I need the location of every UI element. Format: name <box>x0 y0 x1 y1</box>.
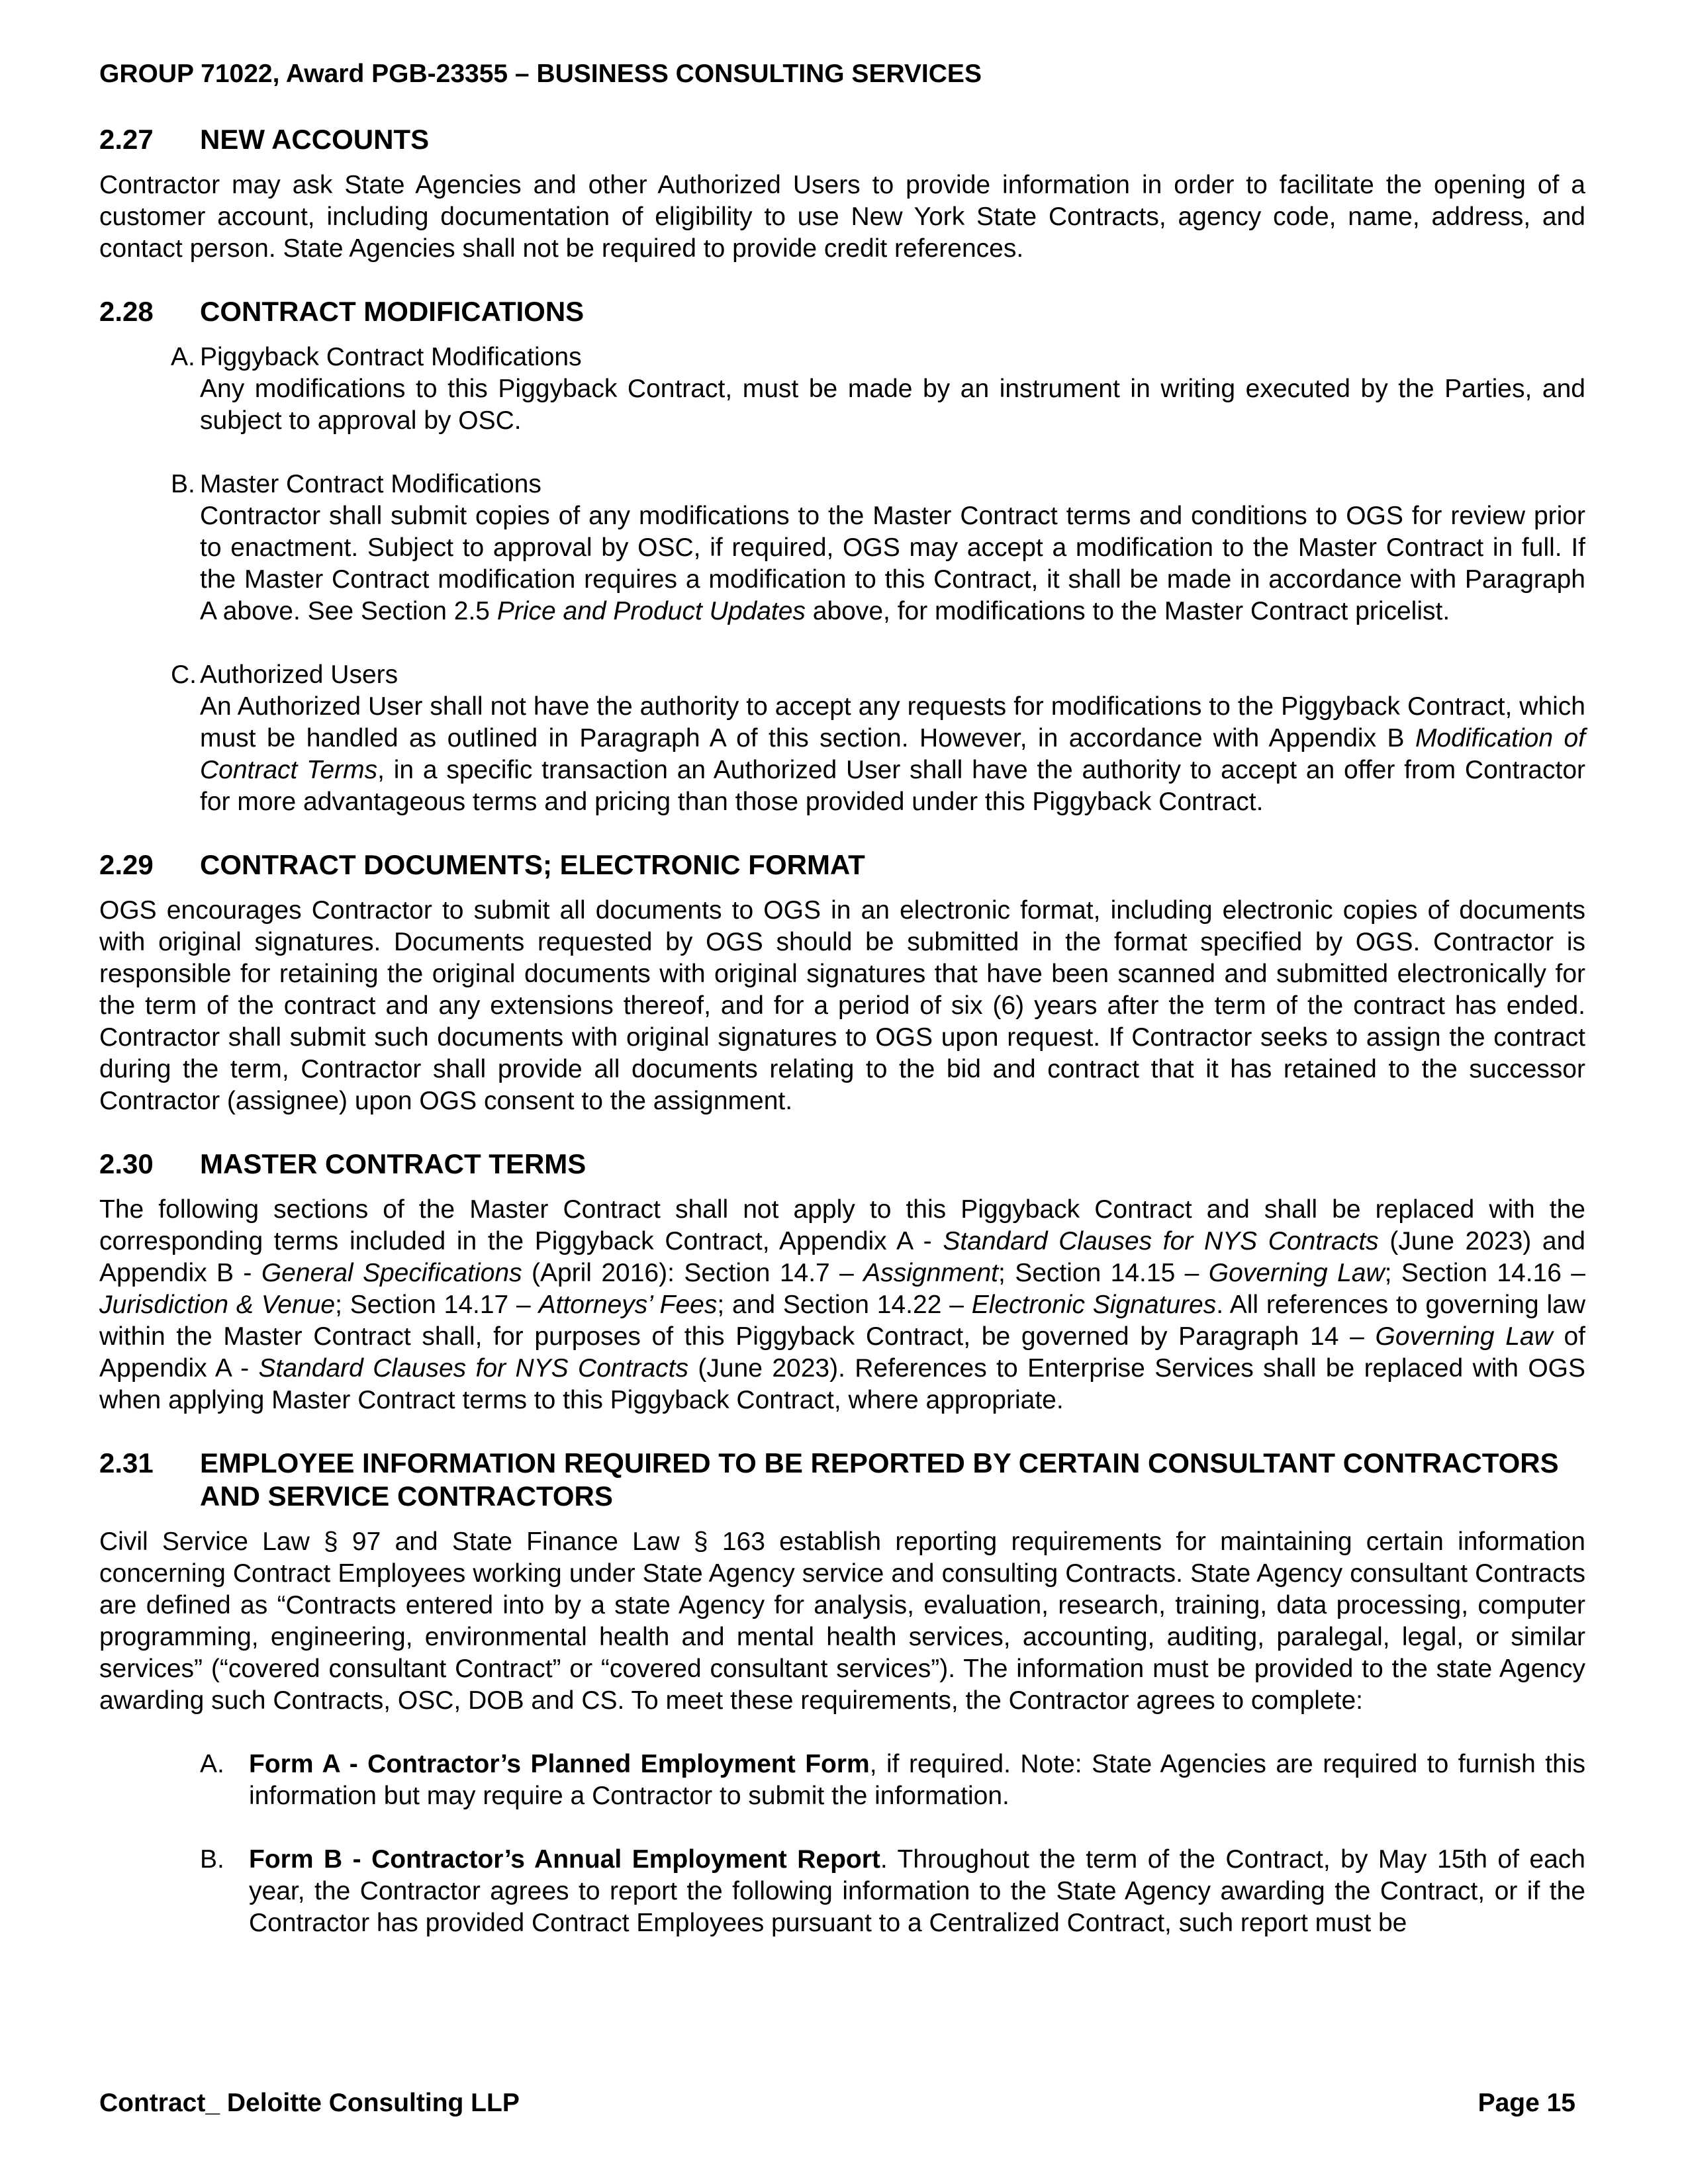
subsection-title: Piggyback Contract Modifications <box>200 343 582 371</box>
subsection-b <box>99 1844 1585 1939</box>
subsection-a <box>99 1749 1585 1812</box>
section-paragraph: Civil Service Law § 97 and State Finance Law § 163 establish reporting requirements for maintaining certain information concerning Contract Employees working under State Agency service and consulting Contracts. State Agency consultant Contracts are defined as “Contracts entered into by a state Agency for analysis, evaluation, research, training, data processing, computer programming, engineering, environmental health and mental health services, accounting, auditing, paralegal, legal, or similar services” (“covered consultant Contract” or “covered consultant services”). The information must be provided to the state Agency awarding such Contracts, OSC, DOB and CS. To meet these requirements, the Contractor agrees to complete: <box>99 1527 1585 1715</box>
italic-ref: Assignment <box>863 1259 998 1287</box>
document-body <box>99 123 1585 1939</box>
section-paragraph: The following sections of the Master Contract shall not apply to this Piggyback Contract and shall be replaced with the corresponding terms included in the Piggyback Contract, Appendix A - Standard Clauses for NYS Contracts (June 2023) and Appendix B - General Specifications (April 2016): Section 14.7 – Assignment; Section 14.15 – Governing Law; Section 14.16 – Jurisdiction & Venue; Section 14.17 – Attorneys’ Fees; and Section 14.22 – Electronic Signatures. All references to governing law within the Master Contract shall, for purposes of this Piggyback Contract, be governed by Paragraph 14 – Governing Law of Appendix A - Standard Clauses for NYS Contracts (June 2023). References to Enterprise Services shall be replaced with OGS when applying Master Contract terms to this Piggyback Contract, where appropriate. <box>99 1195 1586 1414</box>
footer-contract-name: Contract_ Deloitte Consulting LLP <box>99 2089 520 2117</box>
section-title: EMPLOYEE INFORMATION REQUIRED TO BE REPORTED BY CERTAIN CONSULTANT CONTRACTORS AND SERVICE CONTRACTORS <box>200 1447 1559 1512</box>
subsection-text: Form A - Contractor’s Planned Employment Form, if required. Note: State Agencies are required to furnish this information but may require a Contractor to submit the information. <box>249 1750 1585 1810</box>
subsection-c <box>99 659 1585 818</box>
italic-ref: General Specifications <box>261 1259 522 1287</box>
italic-ref: Standard Clauses for NYS Contracts <box>943 1227 1379 1255</box>
page-number: Page 15 <box>1477 2089 1575 2117</box>
italic-ref: Governing Law <box>1375 1322 1553 1351</box>
subsection-text: An Authorized User shall not have the authority to accept any requests for modifications to the Piggyback Contract, which must be handled as outlined in Paragraph A of this section. However, in accordance with Appendix B Modification of Contract Terms, in a specific transaction an Authorized User shall have the authority to accept an offer from Contractor for more advantageous terms and pricing than those provided under this Piggyback Contract. <box>200 692 1585 816</box>
italic-ref: Modification of Contract Terms <box>200 724 1585 784</box>
section-number: 2.28 <box>99 296 154 327</box>
section-number: 2.31 <box>99 1447 154 1479</box>
section-heading-2-30 <box>99 1148 1585 1181</box>
subsection-text: Any modifications to this Piggyback Contract, must be made by an instrument in writing executed by the Parties, and subject to approval by OSC. <box>200 375 1585 435</box>
subsection-title: Master Contract Modifications <box>200 470 541 498</box>
page-footer <box>99 2087 1575 2119</box>
subsection-letter: B. <box>200 1845 224 1874</box>
section-title: MASTER CONTRACT TERMS <box>200 1148 586 1179</box>
section-number: 2.29 <box>99 849 154 880</box>
subsection-text: Form B - Contractor’s Annual Employment Report. Throughout the term of the Contract, by May 15th of each year, the Contractor agrees to report the following information to the State Agency awarding the Contract, or if the Contractor has provided Contract Employees pursuant to a Centralized Contract, such report must be <box>249 1845 1585 1937</box>
page-header: GROUP 71022, Award PGB-23355 – BUSINESS CONSULTING SERVICES <box>99 60 982 88</box>
section-title: CONTRACT MODIFICATIONS <box>200 296 585 327</box>
section-title: CONTRACT DOCUMENTS; ELECTRONIC FORMAT <box>200 849 865 880</box>
form-name: Form A - Contractor’s Planned Employment Form <box>249 1750 870 1778</box>
subsection-title: Authorized Users <box>200 660 399 689</box>
section-paragraph: OGS encourages Contractor to submit all documents to OGS in an electronic format, including electronic copies of documents with original signatures. Documents requested by OGS should be submitted in the format specified by OGS. Contractor is responsible for retaining the original documents with original signatures that have been scanned and submitted electronically for the term of the contract and any extensions thereof, and for a period of six (6) years after the term of the contract has ended. Contractor shall submit such documents with original signatures to OGS upon request. If Contractor seeks to assign the contract during the term, Contractor shall provide all documents relating to the bid and contract that it has retained to the successor Contractor (assignee) upon OGS consent to the assignment. <box>99 896 1585 1115</box>
section-title: NEW ACCOUNTS <box>200 124 430 155</box>
section-heading-2-29 <box>99 848 1585 882</box>
italic-ref: Electronic Signatures <box>971 1291 1217 1319</box>
subsection-letter: C. <box>171 660 197 689</box>
subsection-text: Contractor shall submit copies of any modifications to the Master Contract terms and conditions to OGS for review prior to enactment. Subject to approval by OSC, if required, OGS may accept a modification to the Master Contract in full. If the Master Contract modification requires a modification to this Contract, it shall be made in accordance with Paragraph A above. See Section 2.5 Price and Product Updates above, for modifications to the Master Contract pricelist. <box>200 502 1585 625</box>
section-number: 2.27 <box>99 124 154 155</box>
italic-ref: Price and Product Updates <box>496 597 806 625</box>
italic-ref: Jurisdiction & Venue <box>99 1291 336 1319</box>
italic-ref: Governing Law <box>1208 1259 1385 1287</box>
italic-ref: Attorneys’ Fees <box>538 1291 718 1319</box>
section-paragraph: Contractor may ask State Agencies and other Authorized Users to provide information in order to facilitate the opening of a customer account, including documentation of eligibility to use New York State Contracts, agency code, name, address, and contact person. State Agencies shall not be required to provide credit references. <box>99 171 1585 263</box>
section-heading-2-28 <box>99 295 1585 328</box>
subsection-letter: B. <box>171 470 195 498</box>
subsection-letter: A. <box>200 1750 224 1778</box>
italic-ref: Standard Clauses for NYS Contracts <box>258 1354 688 1383</box>
section-number: 2.30 <box>99 1148 154 1179</box>
subsection-letter: A. <box>171 343 195 371</box>
subsection-a <box>99 341 1585 437</box>
form-name: Form B - Contractor’s Annual Employment Report <box>249 1845 880 1874</box>
subsection-b <box>99 469 1585 627</box>
section-heading-2-27 <box>99 123 1585 156</box>
section-heading-2-31 <box>99 1447 1585 1513</box>
